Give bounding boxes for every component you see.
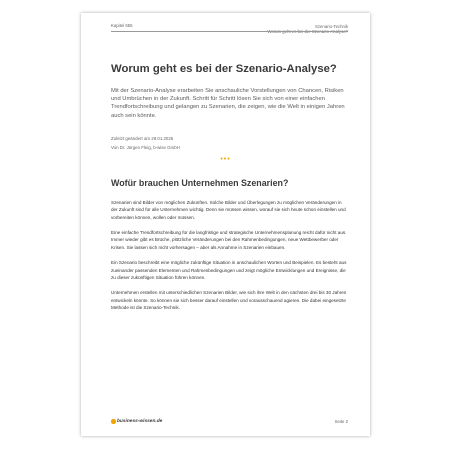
- separator-dots: •••: [220, 156, 231, 163]
- document-page: [81, 13, 370, 436]
- page-title: Worum geht es bei der Szenario-Analyse?: [111, 63, 337, 75]
- paragraph: Eine einfache Trendfortschreibung für die langfristige und strategische Unternehmensplanung reicht dafür nicht aus. Immer wieder gibt es Brüche, plötzliche Veränderungen bei den Rahmenbedingungen, neue Wettbewerber oder Krisen. Sie lassen sich nicht vorhersagen – aber als Annahme in Szenarien einbauen.: [111, 230, 347, 250]
- body-text: [111, 199, 349, 320]
- paragraph: Szenarien sind Bilder von möglichen Zukünften. Solche Bilder und Überlegungen zu möglichen Veränderungen in der Zukunft sind für alle Unternehmen wichtig. Denn sie müssen wissen, worauf sie sich heute schon einstellen und vorbereiten können, wollen oder müssen.: [111, 200, 346, 220]
- intro-text: Mit der Szenario-Analyse erarbeiten Sie anschauliche Vorstellungen von Chancen, Risiken und Umbrüchen in der Zukunft. Schritt für Schritt lösen Sie sich von einer einfachen Trendfortschreibung und gelangen zu Szenarien, die zeigen, wie die Welt in einigen Jahren auch sein könnte.: [111, 88, 345, 119]
- logo-text: business-wissen.de: [117, 419, 163, 424]
- header-subtitle: Worum geht es bei der Szenario-Analyse?: [267, 29, 348, 35]
- header-chapter: Kapitel 655: [111, 23, 133, 28]
- section-heading: Wofür brauchen Unternehmen Szenarien?: [111, 178, 289, 188]
- paragraph: Unternehmen erstellen mit unterschiedlichen Szenarien Bilder, wie sich ihre Welt in den nächsten drei bis 30 Jahren entwickeln könnte. So können sie sich besser darauf einstellen und vorausschauend agieren. Die dabei eingesetzte Methode ist die Szenario-Technik.: [111, 290, 347, 310]
- site-logo: [111, 419, 162, 424]
- updated-date: Zuletzt geändert am 28.01.2025: [111, 136, 174, 141]
- paragraph: Ein Szenario beschreibt eine mögliche zukünftige Situation in anschaulichen Worten und Beispielen. Es besteht aus zueinander passenden Elementen und Rahmenbedingungen und zeigt mögliche Entwicklungen und Ereignisse, die zu dieser zukünftigen Situation führen können.: [111, 260, 347, 280]
- header-right: [267, 24, 348, 35]
- page-number: Seite 2: [334, 419, 348, 424]
- logo-dot-icon: [111, 419, 116, 424]
- page-footer: [111, 419, 348, 429]
- article-meta: [111, 134, 341, 152]
- header-section: Szenario-Technik: [315, 24, 348, 29]
- author-line: Von Dr. Jürgen Fleig, b-wise GmbH: [111, 145, 180, 151]
